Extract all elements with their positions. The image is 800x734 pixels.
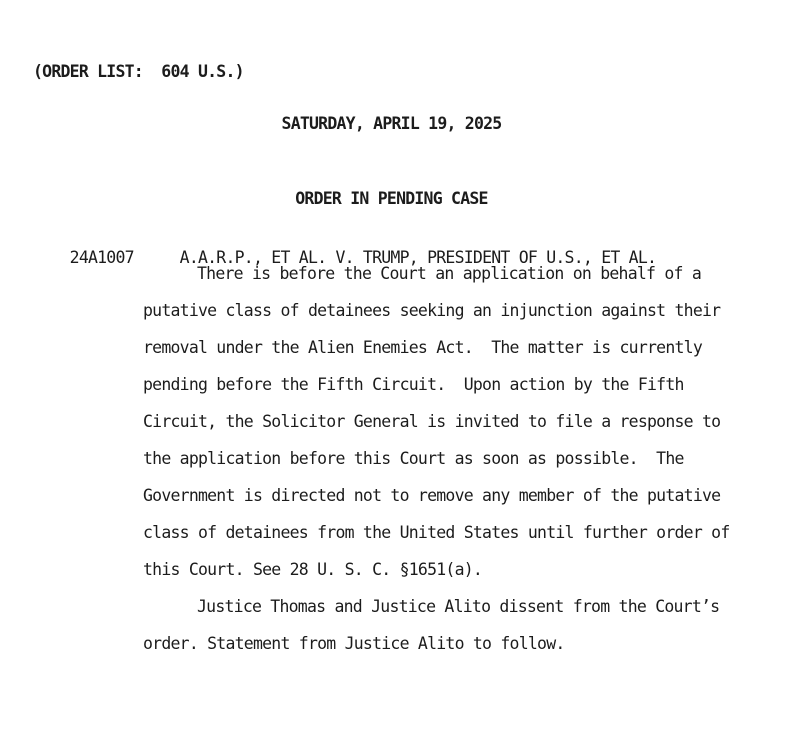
body-line: class of detainees from the United States until further order of [143, 523, 730, 542]
body-line: the application before this Court as soon as possible. The [143, 449, 684, 468]
order-list-citation: (ORDER LIST: 604 U.S.) [33, 62, 244, 81]
case-title: A.A.R.P., ET AL. V. TRUMP, PRESIDENT OF U.S., ET AL. [179, 248, 657, 267]
body-line: this Court. See 28 U. S. C. §1651(a). [143, 560, 483, 579]
body-line: order. Statement from Justice Alito to follow. [143, 634, 565, 653]
body-line: Circuit, the Solicitor General is invited to file a response to [143, 412, 721, 431]
body-line: pending before the Fifth Circuit. Upon action by the Fifth [143, 375, 684, 394]
section-heading: ORDER IN PENDING CASE [295, 189, 488, 208]
dissent-paragraph [143, 588, 719, 662]
body-line: putative class of detainees seeking an injunction against their [143, 301, 721, 320]
body-line: Government is directed not to remove any member of the putative [143, 486, 721, 505]
order-body-paragraph [143, 255, 730, 588]
body-line: removal under the Alien Enemies Act. The matter is currently [143, 338, 702, 357]
body-line: Justice Thomas and Justice Alito dissent from the Court’s [197, 597, 720, 616]
docket-number: 24A1007 [69, 248, 134, 267]
order-date-heading: SATURDAY, APRIL 19, 2025 [281, 114, 502, 133]
body-line: There is before the Court an application on behalf of a [197, 264, 702, 283]
